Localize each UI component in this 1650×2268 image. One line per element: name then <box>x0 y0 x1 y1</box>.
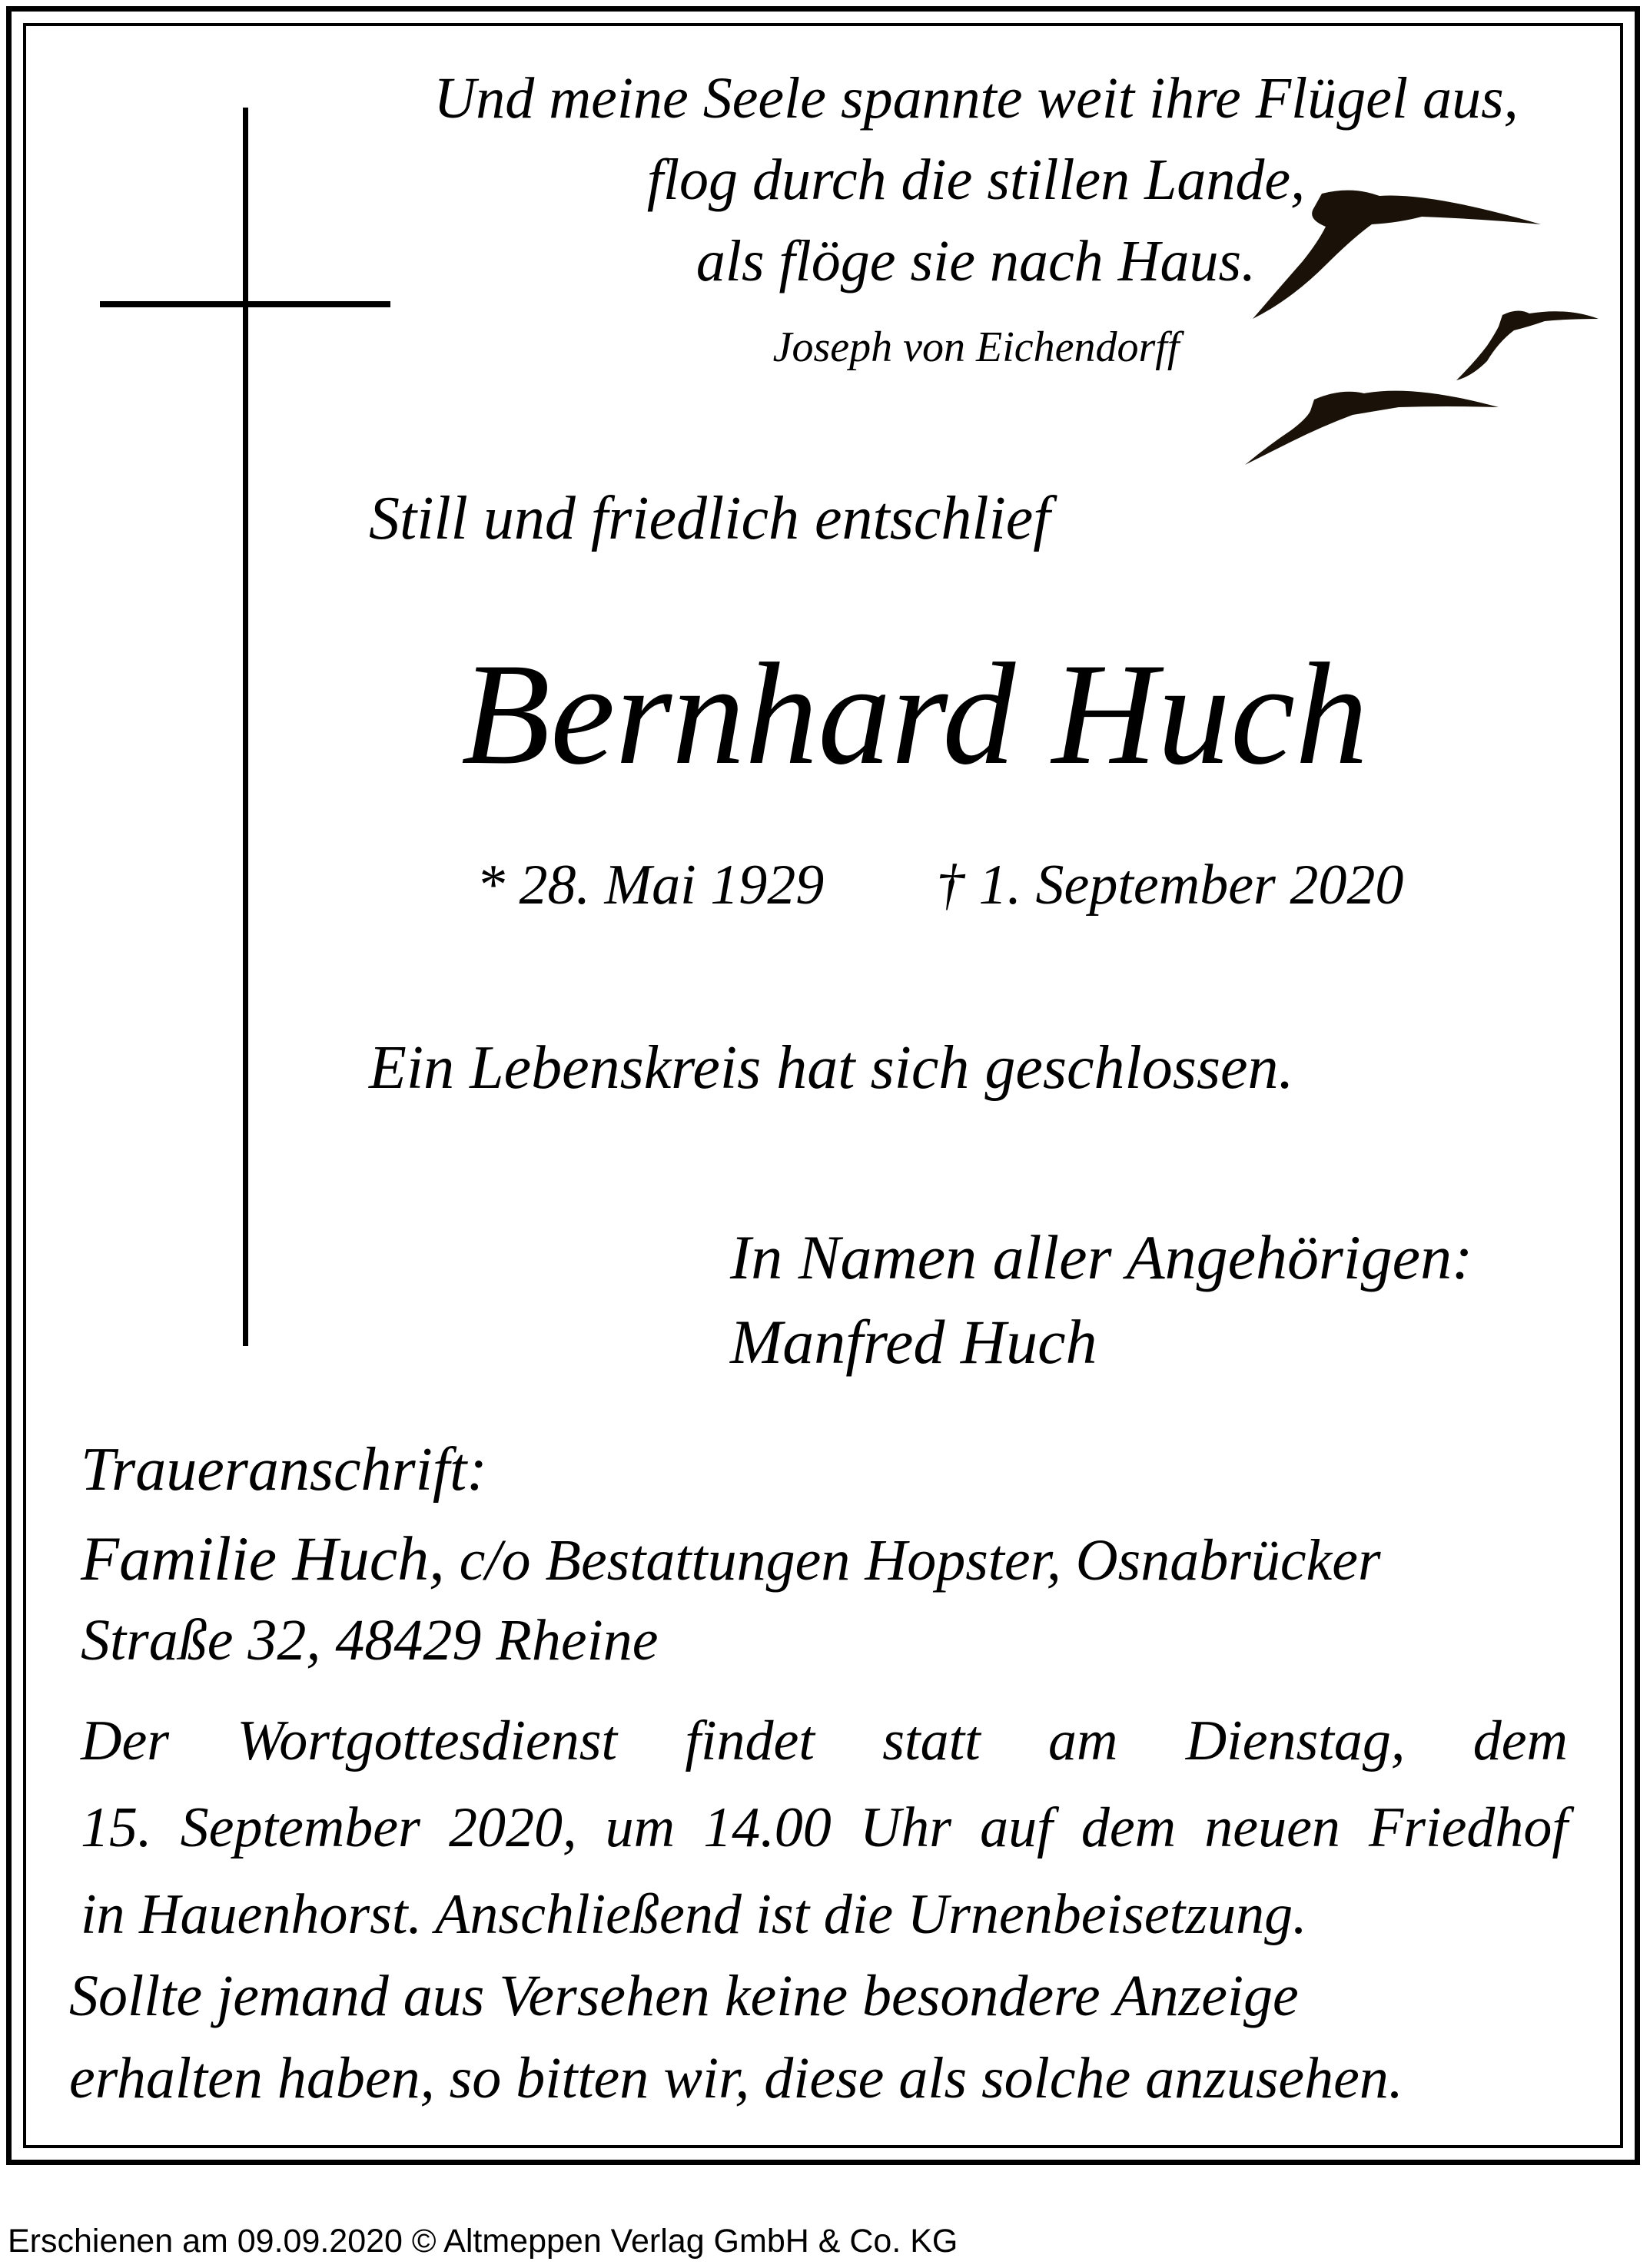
service-line-1: Der Wortgottesdienst findet statt am Dienstag, dem <box>81 1709 1568 1772</box>
closing-line: Ein Lebenskreis hat sich geschlossen. <box>369 1034 1294 1102</box>
poem-line-1: Und meine Seele spannte weit ihre Flügel aus, <box>433 66 1519 131</box>
notice <box>69 1955 1403 2120</box>
poem-author: Joseph von Eichendorff <box>772 323 1180 371</box>
address-family: Familie Huch, <box>81 1524 445 1593</box>
death-date: † 1. September 2020 <box>936 854 1404 917</box>
notice-line-1: Sollte jemand aus Versehen keine besondere Anzeige <box>69 1964 1299 2028</box>
poem <box>369 58 1583 302</box>
cross-icon <box>243 108 248 1346</box>
family-heading: In Namen aller Angehörigen: <box>730 1222 1473 1292</box>
poem-line-3: als flöge sie nach Haus. <box>696 229 1257 293</box>
deceased-name: Bernhard Huch <box>461 634 1369 795</box>
cross-icon-bar <box>100 301 390 307</box>
service-line-2: 15. September 2020, um 14.00 Uhr auf dem neuen Friedhof <box>81 1796 1568 1859</box>
notice-line-2: erhalten haben, so bitten wir, diese als solche anzusehen. <box>69 2046 1403 2110</box>
poem-line-2: flog durch die stillen Lande, <box>646 148 1306 212</box>
family-signatory: Manfred Huch <box>730 1307 1097 1377</box>
intro-text: Still und friedlich entschlief <box>369 485 1051 552</box>
publication-footer: Erschienen am 09.09.2020 © Altmeppen Verlag GmbH & Co. KG <box>8 2223 958 2260</box>
birth-date: * 28. Mai 1929 <box>476 854 825 917</box>
address-line-2: Straße 32, 48429 Rheine <box>81 1608 659 1673</box>
address-care-of: c/o Bestattungen Hopster, Osnabrücker <box>444 1528 1381 1593</box>
address-label: Traueranschrift: <box>81 1436 487 1504</box>
service-line-3: in Hauenhorst. Anschließend ist die Urnenbeisetzung. <box>81 1883 1307 1946</box>
service-info <box>81 1698 1568 1958</box>
address-line-1 <box>81 1523 1381 1595</box>
